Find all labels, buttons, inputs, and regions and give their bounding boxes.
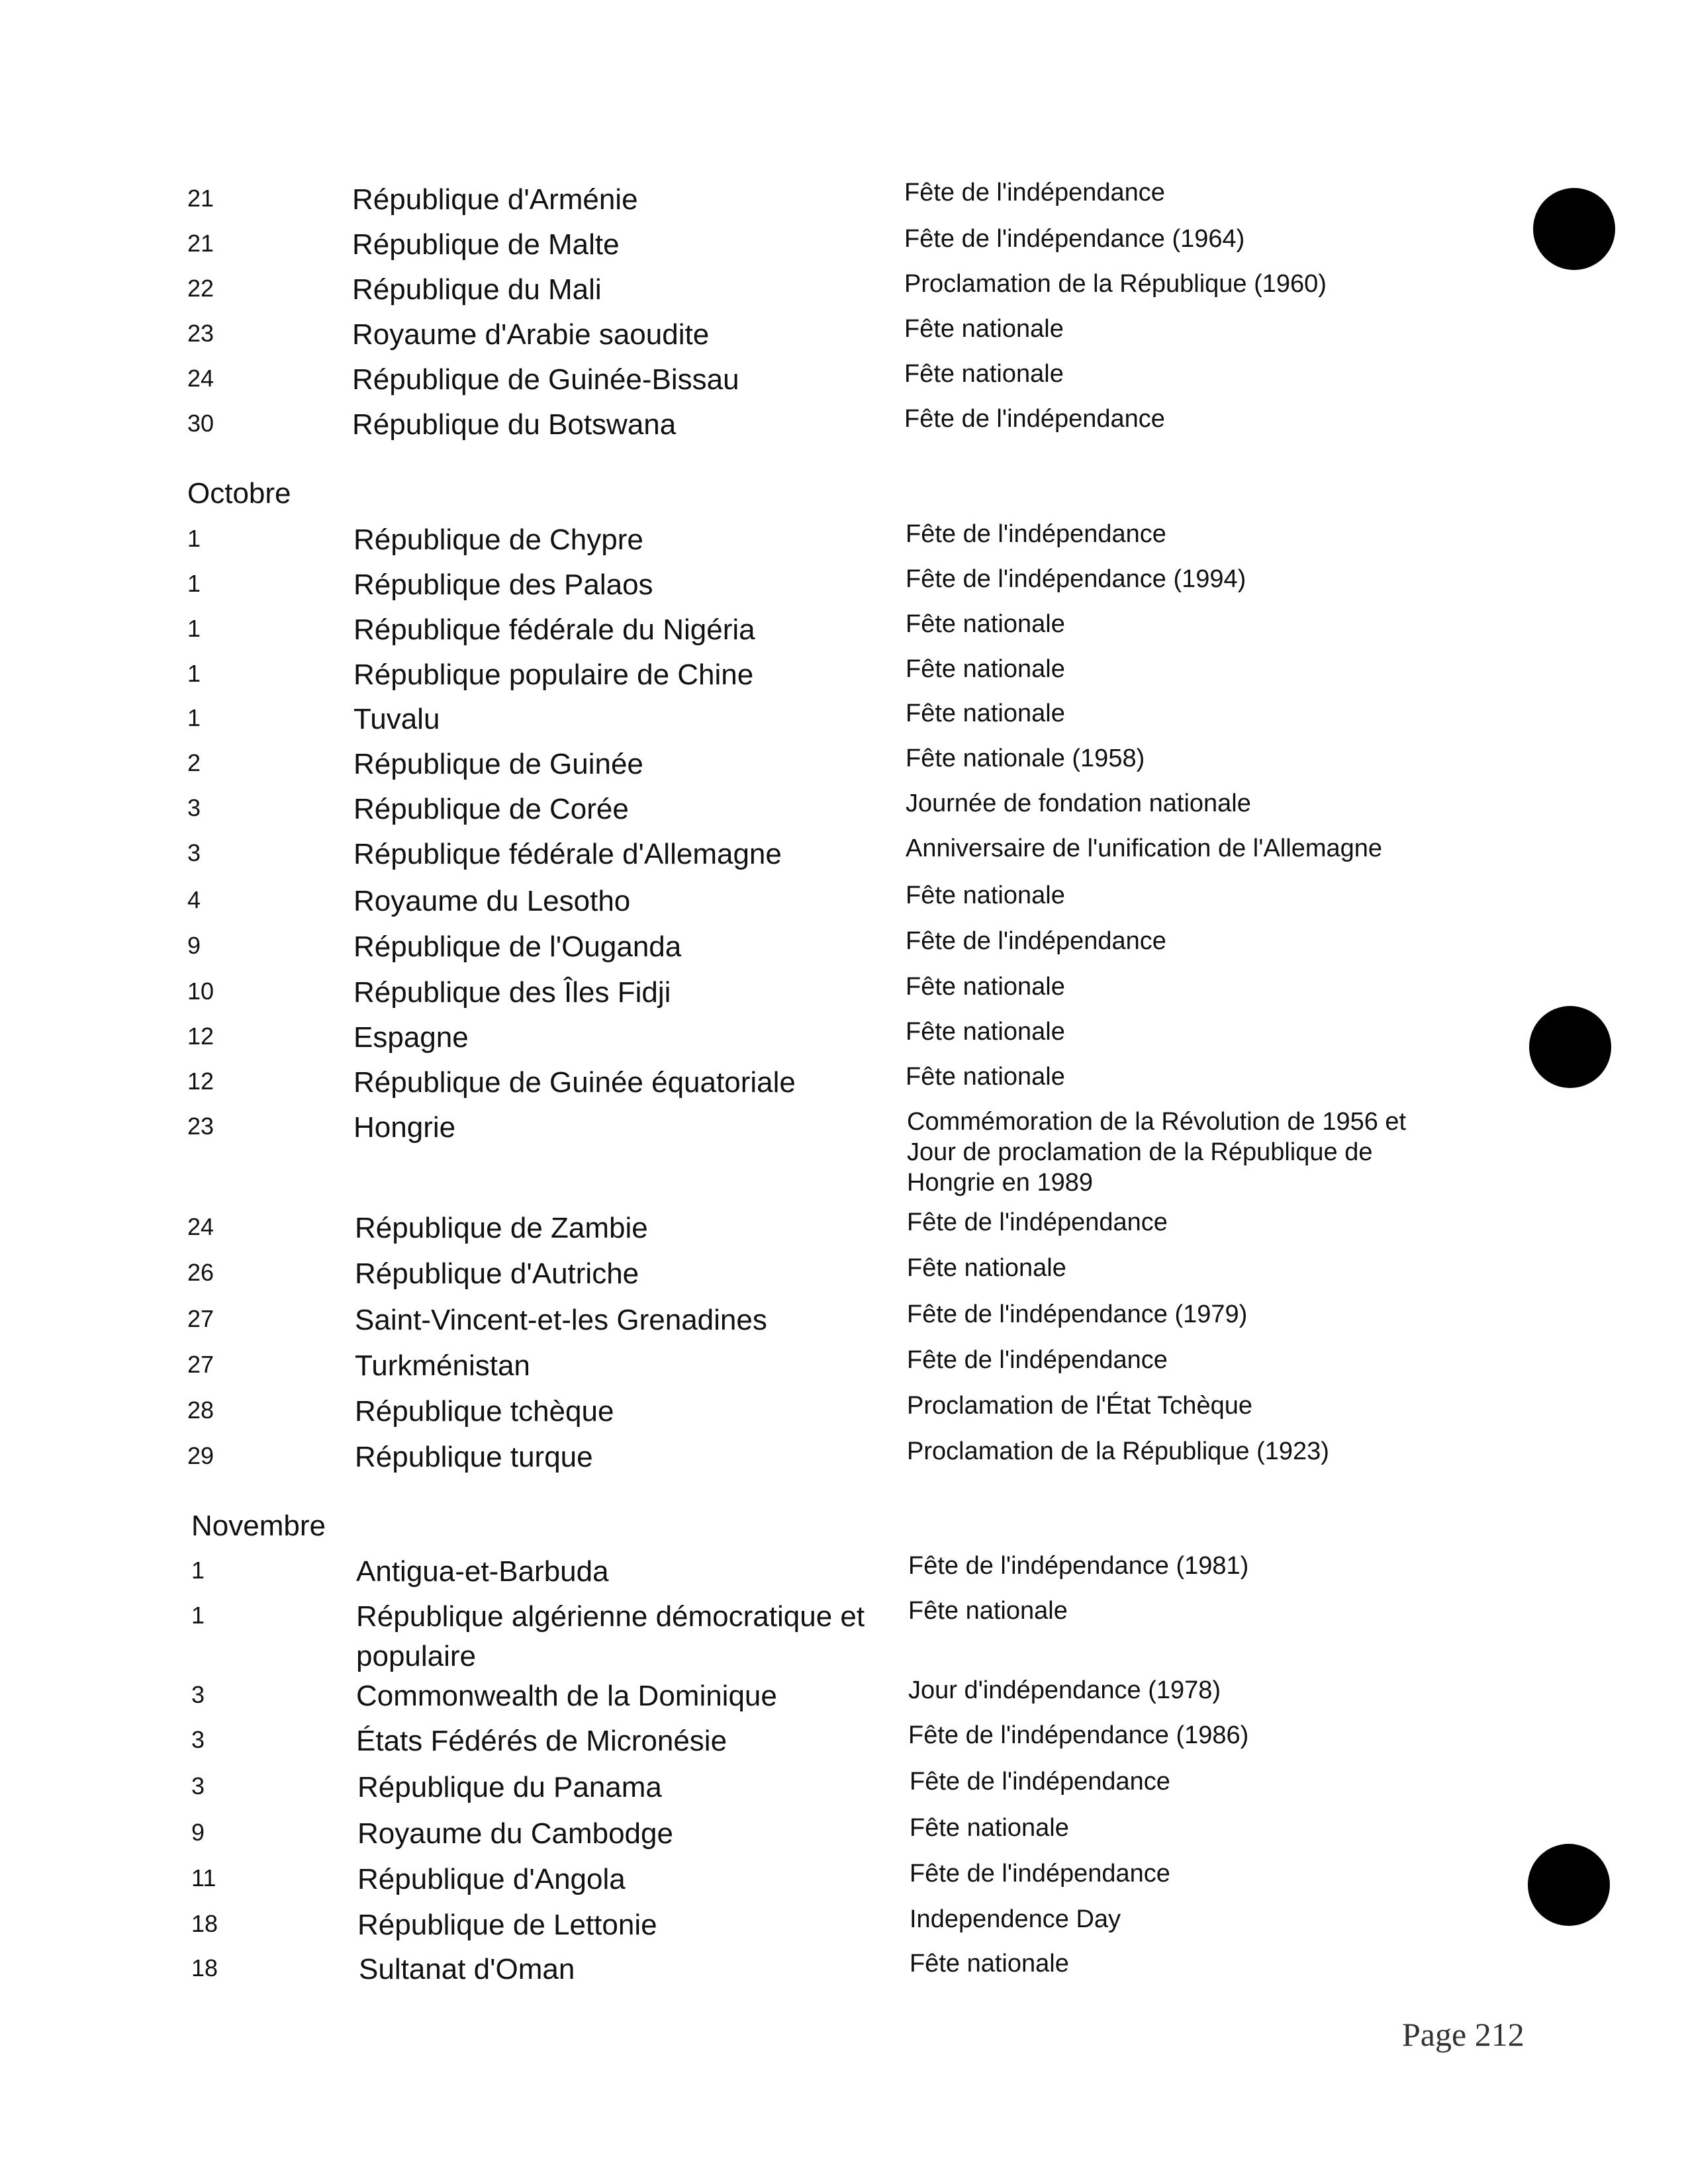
country-name: République du Botswana (352, 408, 677, 441)
country-name: République de Malte (352, 228, 620, 261)
day-number: 27 (187, 1305, 214, 1332)
country-name: Royaume du Cambodge (357, 1817, 673, 1850)
holiday-description: Fête nationale (910, 1814, 1069, 1842)
holiday-description: Fête de l'indépendance (907, 1346, 1168, 1374)
holiday-description: Fête de l'indépendance (1964) (904, 225, 1245, 253)
holiday-description: Fête de l'indépendance (904, 179, 1165, 206)
day-number: 18 (191, 1954, 218, 1981)
country-name: République de Zambie (355, 1212, 648, 1244)
country-name: République de Guinée-Bissau (352, 363, 739, 396)
country-name: Sultanat d'Oman (359, 1953, 575, 1985)
holiday-description: Fête de l'indépendance (904, 405, 1165, 433)
day-number: 11 (191, 1864, 216, 1891)
country-name: République des Îles Fidji (353, 976, 671, 1009)
country-name: Turkménistan (355, 1349, 530, 1382)
punch-hole-bottom (1528, 1844, 1610, 1926)
country-name: Antigua-et-Barbuda (356, 1555, 609, 1588)
holiday-description: Fête nationale (904, 315, 1064, 343)
holiday-description: Fête de l'indépendance (1979) (907, 1300, 1248, 1328)
holiday-description: Fête nationale (904, 360, 1064, 388)
holiday-description: Fête de l'indépendance (906, 520, 1166, 548)
day-number: 29 (187, 1442, 214, 1469)
day-number: 23 (187, 320, 214, 347)
day-number: 9 (191, 1819, 205, 1846)
day-number: 9 (187, 932, 201, 959)
day-number: 24 (187, 1213, 214, 1240)
country-name: République d'Autriche (355, 1257, 639, 1290)
country-name: République fédérale d'Allemagne (353, 838, 782, 870)
country-name: Tuvalu (353, 703, 440, 735)
day-number: 12 (187, 1023, 214, 1050)
day-number: 3 (191, 1681, 205, 1708)
holiday-description: Fête de l'indépendance (1994) (906, 565, 1246, 593)
holiday-description: Fête de l'indépendance (910, 1860, 1170, 1888)
day-number: 23 (187, 1113, 214, 1140)
day-number: 27 (187, 1351, 214, 1378)
holiday-description: Fête nationale (906, 973, 1065, 1001)
country-name: République du Mali (352, 273, 602, 306)
holiday-description: Fête nationale (1958) (906, 745, 1145, 772)
punch-hole-top (1533, 188, 1615, 270)
country-name: République de Lettonie (357, 1909, 657, 1941)
holiday-description: Anniversaire de l'unification de l'Allemagne (906, 835, 1383, 862)
day-number: 1 (187, 570, 201, 597)
day-number: 2 (187, 749, 201, 776)
day-number: 18 (191, 1910, 218, 1937)
month-heading: Octobre (187, 477, 291, 510)
day-number: 1 (191, 1602, 205, 1629)
holiday-description: Fête de l'indépendance (1981) (908, 1552, 1249, 1580)
day-number: 3 (187, 794, 201, 821)
day-number: 10 (187, 978, 214, 1005)
day-number: 26 (187, 1259, 214, 1286)
holiday-description: Jour d'indépendance (1978) (908, 1676, 1221, 1704)
day-number: 12 (187, 1068, 214, 1095)
country-name: République de l'Ouganda (353, 931, 682, 963)
day-number: 1 (187, 615, 201, 642)
holiday-description: Fête nationale (910, 1950, 1069, 1978)
country-name: République d'Arménie (352, 183, 638, 216)
holiday-description: Fête nationale (906, 655, 1065, 683)
country-name: République de Corée (353, 793, 629, 825)
day-number: 3 (191, 1772, 205, 1799)
day-number: 1 (187, 704, 201, 731)
country-name: République de Guinée (353, 748, 643, 780)
country-name: Hongrie (353, 1111, 456, 1144)
day-number: 28 (187, 1396, 214, 1424)
holiday-description: Fête nationale (908, 1597, 1068, 1625)
holiday-description: Proclamation de la République (1960) (904, 270, 1327, 298)
day-number: 21 (187, 230, 214, 257)
day-number: 4 (187, 886, 201, 913)
day-number: 22 (187, 275, 214, 302)
country-name: Royaume du Lesotho (353, 885, 631, 917)
country-name: République d'Angola (357, 1863, 626, 1895)
holiday-description: Fête nationale (906, 882, 1065, 909)
holiday-description: Fête de l'indépendance (1986) (908, 1721, 1249, 1749)
holiday-description: Fête nationale (906, 1018, 1065, 1046)
holiday-description: Proclamation de l'État Tchèque (907, 1392, 1252, 1420)
day-number: 1 (187, 525, 201, 552)
holiday-description: Fête nationale (906, 1063, 1065, 1091)
country-name: Saint-Vincent-et-les Grenadines (355, 1304, 767, 1336)
holiday-description: Journée de fondation nationale (906, 790, 1251, 817)
day-number: 30 (187, 410, 214, 437)
country-name: République de Chypre (353, 523, 643, 556)
country-name: États Fédérés de Micronésie (356, 1725, 727, 1757)
country-name: Espagne (353, 1021, 469, 1054)
day-number: 1 (191, 1557, 205, 1584)
country-name: République des Palaos (353, 569, 653, 601)
country-name: République turque (355, 1441, 593, 1473)
holiday-description: Independence Day (910, 1905, 1121, 1933)
holiday-description: Fête nationale (907, 1254, 1066, 1282)
holiday-description: Fête de l'indépendance (907, 1208, 1168, 1236)
country-name: République populaire de Chine (353, 659, 754, 691)
holiday-description: Commémoration de la Révolution de 1956 et Jour de proclamation de la République de Hongrie en 1989 (907, 1108, 1407, 1197)
day-number: 3 (191, 1726, 205, 1753)
day-number: 3 (187, 839, 201, 866)
country-name: République tchèque (355, 1395, 614, 1428)
country-name: République fédérale du Nigéria (353, 614, 755, 646)
country-name: République du Panama (357, 1771, 662, 1803)
month-heading: Novembre (191, 1510, 326, 1542)
country-name: République algérienne démocratique et populaire (356, 1600, 865, 1672)
holiday-description: Fête nationale (906, 700, 1065, 727)
day-number: 24 (187, 365, 214, 392)
punch-hole-middle (1529, 1006, 1611, 1088)
page-number: Page 212 (1402, 2016, 1524, 2053)
country-name: Royaume d'Arabie saoudite (352, 318, 710, 351)
holiday-description: Fête nationale (906, 610, 1065, 638)
country-name: Commonwealth de la Dominique (356, 1680, 777, 1712)
day-number: 1 (187, 660, 201, 687)
day-number: 21 (187, 185, 214, 212)
holiday-description: Proclamation de la République (1923) (907, 1437, 1329, 1465)
holiday-description: Fête de l'indépendance (910, 1768, 1170, 1796)
country-name: République de Guinée équatoriale (353, 1066, 796, 1099)
holiday-description: Fête de l'indépendance (906, 927, 1166, 955)
